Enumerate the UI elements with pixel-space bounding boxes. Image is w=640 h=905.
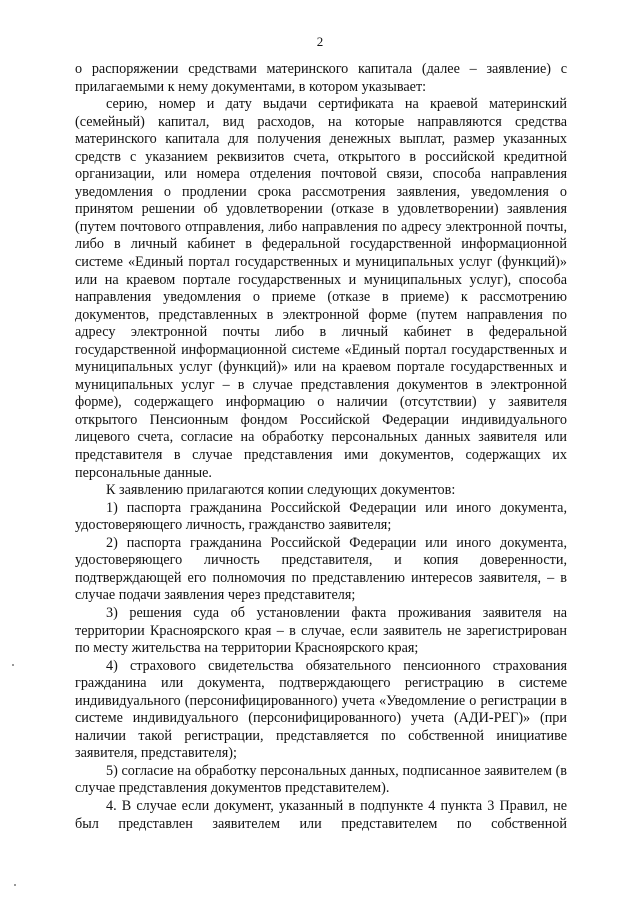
list-item-5: 5) согласие на обработку персональных данных, подписанное заявителем (в случае представления документов представителем). [75,762,567,797]
scan-artifact [12,664,14,666]
list-item-3: 3) решения суда об установлении факта проживания заявителя на территории Красноярского края – в случае, если заявитель не зарегистрирован по месту жительства на территории Красноярского края; [75,604,567,657]
document-body [75,61,567,833]
paragraph-section-4: 4. В случае если документ, указанный в подпункте 4 пункта 3 Правил, не был представлен заявителем или представителем по собственной [75,797,567,832]
scan-artifact [14,884,16,886]
paragraph-continuation: о распоряжении средствами материнского капитала (далее – заявление) с прилагаемыми к нему документами, в котором указывает: [75,61,567,95]
paragraph-attachments-intro: К заявлению прилагаются копии следующих документов: [106,482,456,499]
page-number: 2 [316,34,324,49]
list-item-1: 1) паспорта гражданина Российской Федерации или иного документа, удостоверяющего личность, гражданство заявителя; [75,499,567,534]
list-item-4: 4) страхового свидетельства обязательного пенсионного страхования гражданина или документа, подтверждающего регистрацию в системе индивидуального (персонифицированного) учета «Уведомление о регистрации в системе индивидуального (персонифицированного) учета (АДИ-РЕГ)» (при наличии такой регистрации, представляется по собственной инициативе заявителя, представителя); [75,657,567,762]
list-item-2: 2) паспорта гражданина Российской Федерации или иного документа, удостоверяющего личность представителя, и копия доверенности, подтверждающей его полномочия по представлению интересов заявителя, – в случае подачи заявления через представителя; [75,534,567,604]
paragraph-application-contents: серию, номер и дату выдачи сертификата на краевой материнский (семейный) капитал, вид расходов, на которые направляются средства материнского капитала для получения денежных выплат, размер указанных средств с указанием реквизитов счета, открытого в российской кредитной организации, или номера отделения почтовой связи, способа направления уведомления о продлении срока рассмотрения заявления, уведомления о принятом решении об удовлетворении (отказе в удовлетворении) заявления (путем почтового отправления, либо направления по адресу электронной почты, либо в личный кабинет в федеральной государственной информационной системе «Единый портал государственных и муниципальных услуг (функций)» или на краевом портале государственных и муниципальных услуг), способа направления уведомления о приеме (отказе в приеме) к рассмотрению документов, представленных в электронной форме (путем направления по адресу электронной почты либо в личный кабинет в федеральной государственной информационной системе «Единый портал государственных и муниципальных услуг (функций)» или на краевом портале государственных и муниципальных услуг – в случае представления документов в электронной форме), содержащего информацию о наличии (отсутствии) у заявителя открытого Пенсионным фондом Российской Федерации индивидуального лицевого счета, согласие на обработку персональных данных заявителя или представителя в случае представления ими документов, содержащих их персональные данные. [75,96,567,481]
